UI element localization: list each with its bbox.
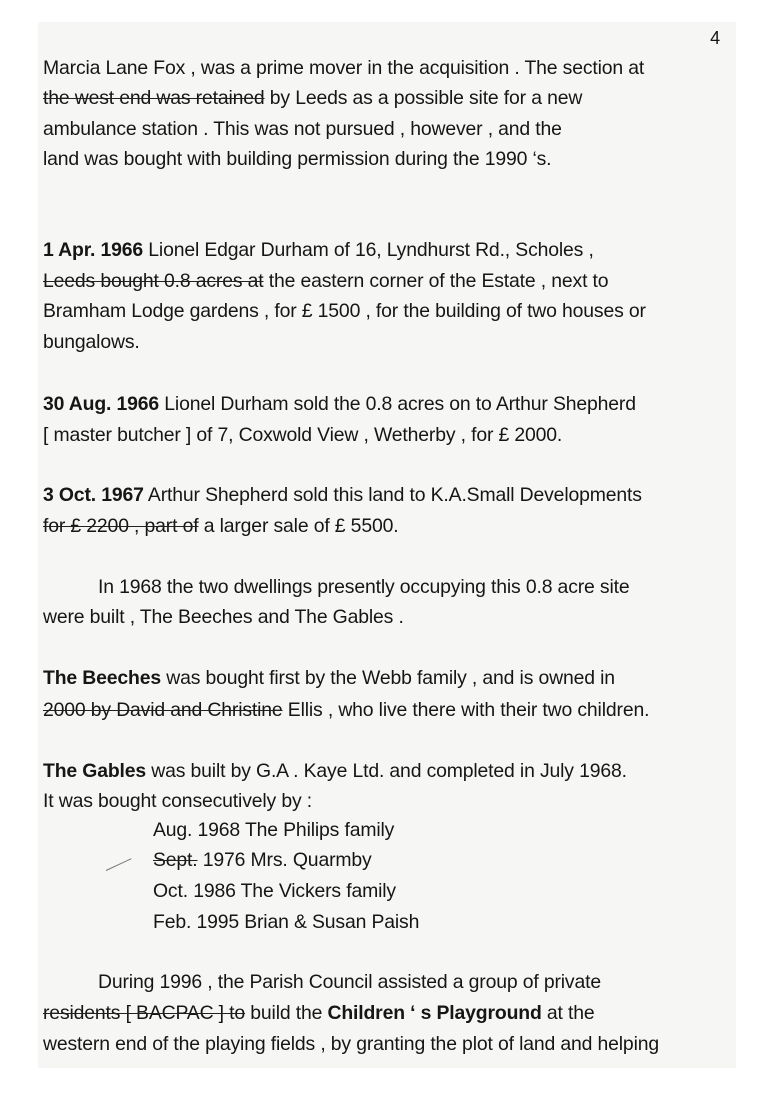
owner-list-item: Oct. 1986 The Vickers family xyxy=(153,880,396,902)
playground-name: Children ‘ s Playground xyxy=(327,1002,542,1024)
page-number: 4 xyxy=(710,28,720,48)
struck-text: 2000 by David and Christine xyxy=(43,699,283,721)
para1-line3: ambulance station . This was not pursued , however , and the xyxy=(43,118,562,140)
owner-list-item: Aug. 1968 The Philips family xyxy=(153,819,395,841)
beeches-line2: 2000 by David and Christine Ellis , who live there with their two children. xyxy=(43,699,650,721)
struck-text: Sept. xyxy=(153,849,198,871)
pen-mark xyxy=(106,858,132,871)
para1996-line2: residents [ BACPAC ] to build the Children ‘ s Playground at the xyxy=(43,1002,595,1024)
entry-date: 30 Aug. 1966 xyxy=(43,393,160,415)
entry-1966-apr-line3: Bramham Lodge gardens , for £ 1500 , for the building of two houses or xyxy=(43,300,646,322)
entry-date: 3 Oct. 1967 xyxy=(43,484,144,506)
para1-line2: the west end was retained by Leeds as a possible site for a new xyxy=(43,87,583,109)
entry-1966-apr-line2: Leeds bought 0.8 acres at the eastern corner of the Estate , next to xyxy=(43,270,609,292)
entry-1966-aug-line2: [ master butcher ] of 7, Coxwold View , Wetherby , for £ 2000. xyxy=(43,424,563,446)
gables-line2: It was bought consecutively by : xyxy=(43,790,312,812)
house-name: The Beeches xyxy=(43,667,161,689)
para1-line1: Marcia Lane Fox , was a prime mover in the acquisition . The section at xyxy=(43,57,645,79)
entry-1966-apr-line4: bungalows. xyxy=(43,331,140,353)
struck-text: the west end was retained xyxy=(43,87,265,109)
entry-1966-apr-line1: 1 Apr. 1966 Lionel Edgar Durham of 16, Lyndhurst Rd., Scholes , xyxy=(43,239,594,261)
owner-list-item: Feb. 1995 Brian & Susan Paish xyxy=(153,911,420,933)
owner-list-item: Sept. 1976 Mrs. Quarmby xyxy=(153,849,372,871)
struck-text: residents [ BACPAC ] to xyxy=(43,1002,246,1024)
house-name: The Gables xyxy=(43,760,147,782)
para1-line4: land was bought with building permission during the 1990 ‘s. xyxy=(43,148,552,170)
para1968-line1: In 1968 the two dwellings presently occupying this 0.8 acre site xyxy=(98,576,630,598)
scanned-page xyxy=(38,22,736,1068)
struck-text: Leeds bought 0.8 acres at xyxy=(43,270,264,292)
para1996-line1: During 1996 , the Parish Council assisted a group of private xyxy=(98,971,601,993)
struck-text: for £ 2200 , part of xyxy=(43,515,199,537)
beeches-line1: The Beeches was bought first by the Webb family , and is owned in xyxy=(43,667,615,689)
gables-line1: The Gables was built by G.A . Kaye Ltd. and completed in July 1968. xyxy=(43,760,627,782)
entry-date: 1 Apr. 1966 xyxy=(43,239,144,261)
para1996-line3: western end of the playing fields , by granting the plot of land and helping xyxy=(43,1033,659,1055)
para1968-line2: were built , The Beeches and The Gables . xyxy=(43,606,404,628)
entry-1967-oct-line1: 3 Oct. 1967 Arthur Shepherd sold this land to K.A.Small Developments xyxy=(43,484,642,506)
entry-1966-aug-line1: 30 Aug. 1966 Lionel Durham sold the 0.8 acres on to Arthur Shepherd xyxy=(43,393,636,415)
entry-1967-oct-line2: for £ 2200 , part of a larger sale of £ 5500. xyxy=(43,515,399,537)
